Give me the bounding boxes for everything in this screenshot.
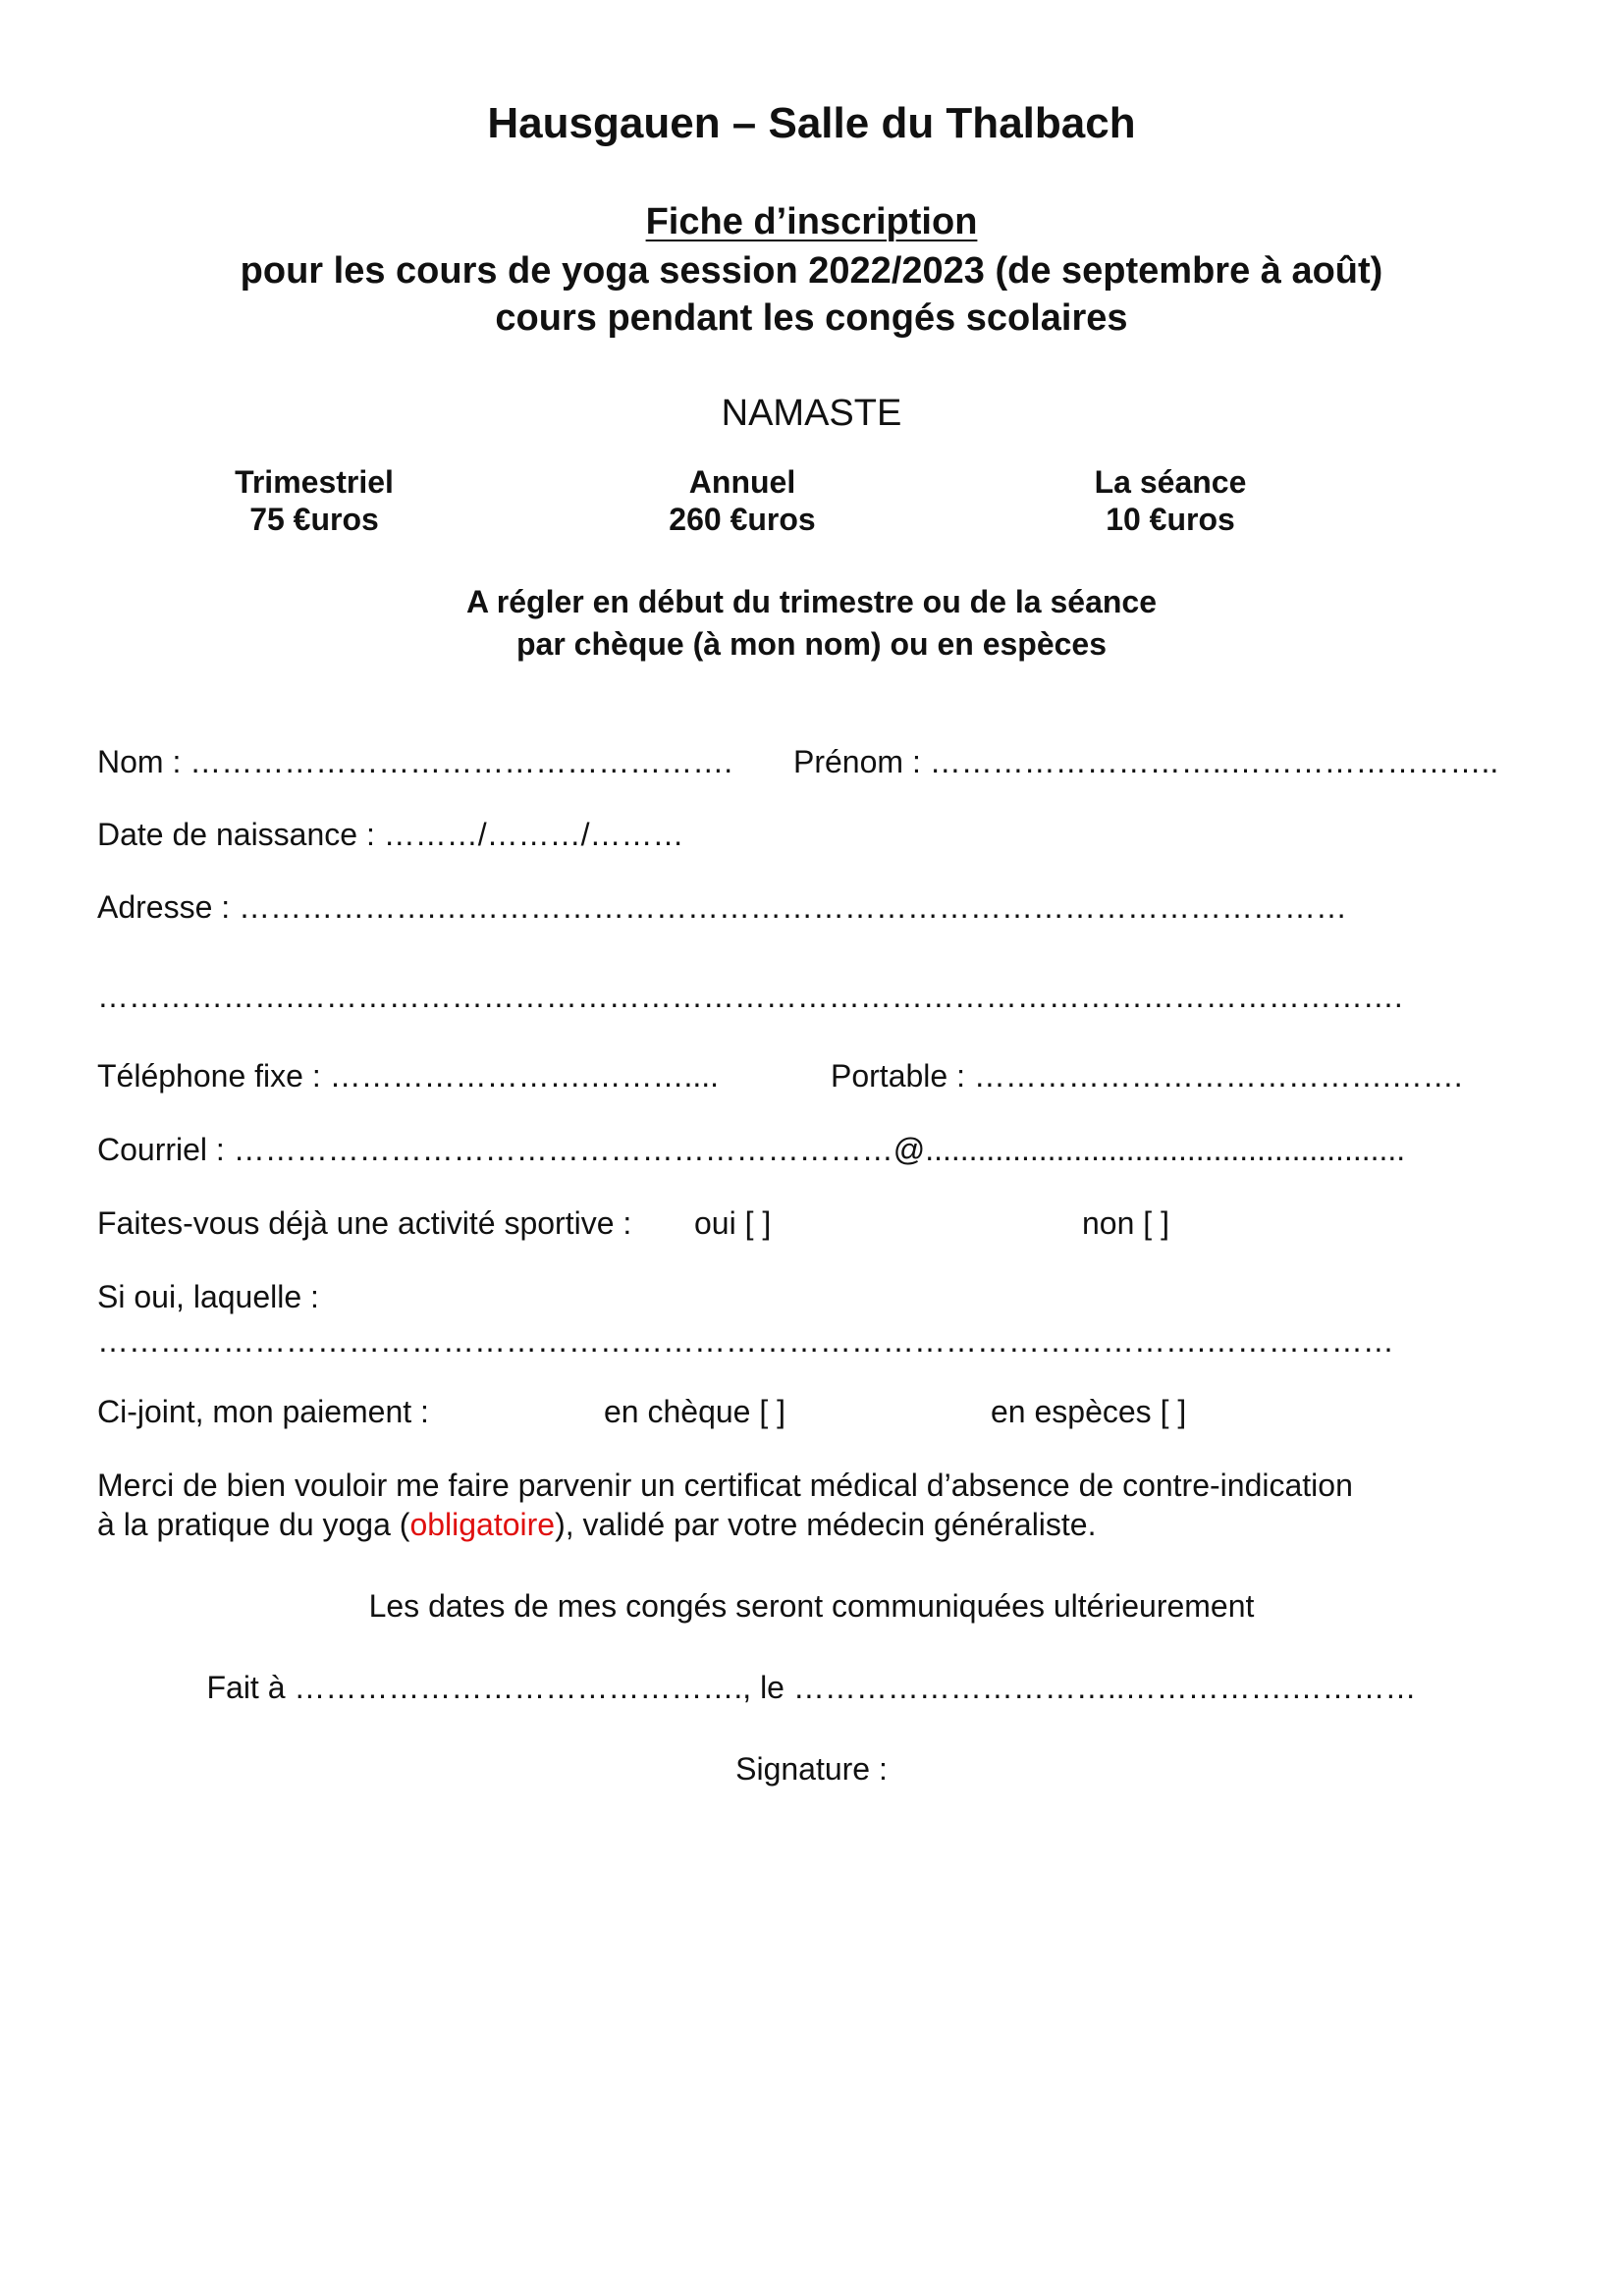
payment-note-line2: par chèque (à mon nom) ou en espèces bbox=[515, 626, 1108, 662]
address-field-line1[interactable]: Adresse : ……………….…………………………………………………………………………… bbox=[97, 889, 1347, 925]
price-label: Trimestriel bbox=[235, 464, 394, 500]
address-field-line2[interactable]: ……………….……………………………………………………………………………………………. bbox=[97, 979, 1403, 1014]
payment-label: Ci-joint, mon paiement : bbox=[97, 1394, 429, 1429]
page-title: Hausgauen – Salle du Thalbach bbox=[487, 99, 1136, 147]
mobile-field[interactable]: Portable : ………………………………….……. bbox=[831, 1058, 1463, 1094]
certificate-line2-end: ), validé par votre médecin généraliste. bbox=[555, 1507, 1097, 1542]
price-annuel bbox=[566, 463, 919, 538]
email-field[interactable]: Courriel : ………………………………………………………@....................................................... bbox=[97, 1132, 1406, 1167]
sport-question: Faites-vous déjà une activité sportive : bbox=[97, 1205, 632, 1241]
holiday-line: cours pendant les congés scolaires bbox=[495, 297, 1128, 339]
signature-label: Signature : bbox=[735, 1751, 888, 1787]
sport-no-checkbox[interactable]: non [ ] bbox=[1082, 1205, 1169, 1241]
phone-field[interactable]: Téléphone fixe : …………………….……….... bbox=[97, 1058, 720, 1094]
namaste-heading: NAMASTE bbox=[721, 393, 902, 434]
certificate-line2 bbox=[97, 1505, 1096, 1544]
payment-note bbox=[0, 581, 1623, 666]
session-line: pour les cours de yoga session 2022/2023 (de septembre à août) bbox=[240, 250, 1383, 292]
payment-cash-checkbox[interactable]: en espèces [ ] bbox=[991, 1394, 1187, 1429]
sport-yes-checkbox[interactable]: oui [ ] bbox=[694, 1205, 772, 1241]
birthdate-field[interactable]: Date de naissance : ………/………/……… bbox=[97, 817, 684, 852]
price-table bbox=[0, 463, 1623, 552]
price-seance bbox=[994, 463, 1347, 538]
prenom-field[interactable]: Prénom : ………………………..…………………….. bbox=[793, 744, 1499, 779]
price-label: La séance bbox=[1094, 464, 1247, 500]
payment-cheque-checkbox[interactable]: en chèque [ ] bbox=[604, 1394, 786, 1429]
nom-field[interactable]: Nom : ……………………………………………. bbox=[97, 744, 733, 779]
certificate-line1: Merci de bien vouloir me faire parvenir un certificat médical d’absence de contre-indication bbox=[97, 1468, 1353, 1503]
mandatory-label: obligatoire bbox=[409, 1507, 556, 1542]
price-trimestriel bbox=[137, 463, 491, 538]
place-date-field[interactable]: Fait à ……………………………………., le …………………………..…………….………… bbox=[206, 1670, 1417, 1705]
certificate-line2-start: à la pratique du yoga ( bbox=[97, 1507, 410, 1542]
price-amount: 260 €uros bbox=[669, 502, 816, 537]
price-amount: 75 €uros bbox=[249, 502, 379, 537]
sport-which-field[interactable]: …………………………………………………………………………………………….……………… bbox=[97, 1323, 1394, 1359]
form-title: Fiche d’inscription bbox=[645, 201, 978, 242]
price-label: Annuel bbox=[688, 464, 796, 500]
sport-which-label: Si oui, laquelle : bbox=[97, 1279, 319, 1314]
payment-note-line1: A régler en début du trimestre ou de la séance bbox=[465, 584, 1157, 619]
price-amount: 10 €uros bbox=[1106, 502, 1235, 537]
holidays-note: Les dates de mes congés seront communiquées ultérieurement bbox=[368, 1588, 1255, 1624]
